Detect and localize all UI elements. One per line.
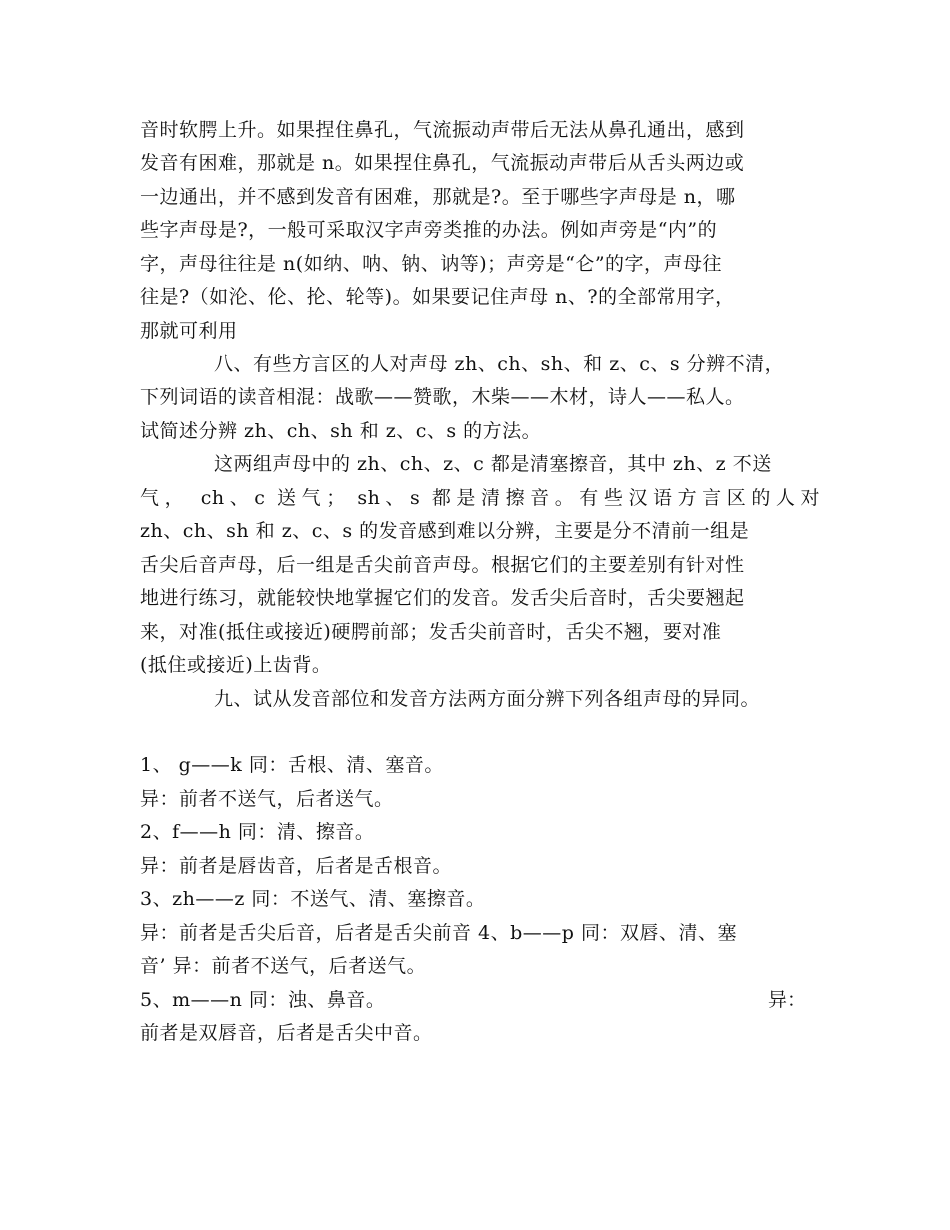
list-item: 3、zh——z 同：不送气、清、塞擦音。 <box>140 888 486 910</box>
list-item: 异：前者不送气，后者送气。 <box>140 788 394 810</box>
text-line: 往是?（如沦、伦、抡、轮等)。如果要记住声母 n、?的全部常用字， <box>140 286 735 308</box>
text-line: 来，对准(抵住或接近)硬腭前部；发舌尖前音时，舌尖不翘，要对准 <box>140 621 722 643</box>
list-item: 5、m——n 同：浊、鼻音。 <box>140 989 386 1011</box>
text-line: 一边通出，并不感到发音有困难，那就是?。至于哪些字声母是 n，哪 <box>140 186 736 208</box>
list-item: 音’ 异：前者不送气，后者送气。 <box>140 955 427 977</box>
text-line: 气， ch、c 送气； sh、s 都是清擦音。有些汉语方言区的人对 <box>140 487 820 509</box>
text-line: zh、ch、sh 和 z、c、s 的发音感到难以分辨，主要是分不清前一组是 <box>140 520 750 542</box>
text-line: (抵住或接近)上齿背。 <box>140 654 332 676</box>
text-line: 试简述分辨 zh、ch、sh 和 z、c、s 的方法。 <box>140 420 542 442</box>
text-line: 发音有困难，那就是 n。如果捏住鼻孔，气流振动声带后从舌头两边或 <box>140 152 745 174</box>
answer-paragraph-start: 这两组声母中的 zh、ch、z、c 都是清塞擦音，其中 zh、z 不送 <box>214 453 772 475</box>
text-line: 些字声母是?，一般可采取汉字声旁类推的办法。例如声旁是“内”的 <box>140 219 718 241</box>
text-line: 舌尖后音声母，后一组是舌尖前音声母。根据它们的主要差别有针对性 <box>140 554 745 576</box>
list-item: 前者是双唇音，后者是舌尖中音。 <box>140 1022 433 1044</box>
list-item-fragment: 异： <box>768 989 807 1011</box>
list-item: 异：前者是唇齿音，后者是舌根音。 <box>140 855 453 877</box>
list-item: 异：前者是舌尖后音，后者是舌尖前音 4、b——p 同：双唇、清、塞 <box>140 922 737 944</box>
list-item: 1、 g——k 同：舌根、清、塞音。 <box>140 754 444 776</box>
text-line: 字，声母往往是 n(如纳、呐、钠、讷等)；声旁是“仑”的字，声母往 <box>140 253 723 275</box>
text-line: 地进行练习，就能较快地掌握它们的发音。发舌尖后音时，舌尖要翘起 <box>140 587 745 609</box>
text-line: 那就可利用 <box>140 320 238 342</box>
list-item: 2、f——h 同：清、擦音。 <box>140 821 375 843</box>
section-heading-9: 九、试从发音部位和发音方法两方面分辨下列各组声母的异同。 <box>214 688 761 710</box>
text-line: 音时软腭上升。如果捏住鼻孔，气流振动声带后无法从鼻孔通出，感到 <box>140 119 745 141</box>
section-heading-8: 八、有些方言区的人对声母 zh、ch、sh、和 z、c、s 分辨不清， <box>214 353 785 375</box>
text-line: 下列词语的读音相混：战歌——赞歌，木柴——木材，诗人——私人。 <box>140 386 745 408</box>
